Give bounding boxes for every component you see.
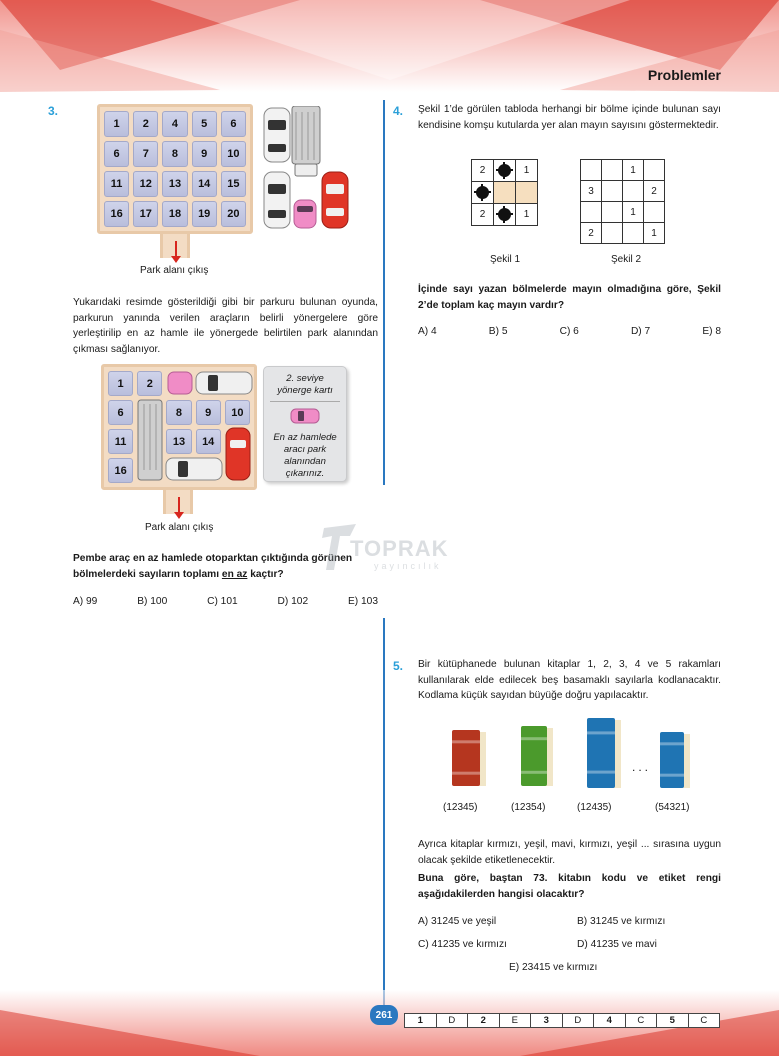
mine-grid-cell — [494, 160, 516, 182]
sekil-2-grid — [580, 159, 665, 244]
mine-grid-cell — [602, 160, 623, 181]
option-b[interactable]: B) 31245 ve kırmızı — [577, 916, 666, 927]
parking-cell: 11 — [108, 429, 133, 454]
books-ellipsis: ... — [632, 760, 652, 774]
parking-cell: 9 — [192, 141, 217, 167]
exit-arrow-1 — [175, 241, 177, 257]
sekil-1-grid — [471, 159, 538, 226]
grid-2-vehicles — [108, 370, 253, 484]
answer-key-number: 4 — [594, 1014, 626, 1027]
column-divider-top — [383, 100, 385, 485]
mine-grid-cell: 1 — [623, 202, 644, 223]
red-car-vertical — [226, 428, 250, 480]
mine-grid-cell — [494, 204, 516, 226]
option-e[interactable]: E) 23415 ve kırmızı — [509, 962, 598, 973]
mine-grid-cell — [472, 182, 494, 204]
parking-cell: 10 — [221, 141, 246, 167]
answer-key-number: 2 — [468, 1014, 500, 1027]
parking-cell: 2 — [133, 111, 158, 137]
answer-key-number: 5 — [657, 1014, 689, 1027]
mine-grid-cell — [623, 181, 644, 202]
white-car-1 — [264, 108, 290, 162]
option-a[interactable]: A) 31245 ve yeşil — [418, 916, 497, 927]
card-title: 2. seviye yönerge kartı — [277, 373, 333, 396]
exit-arrow-2 — [178, 497, 180, 513]
mine-grid-cell — [581, 202, 602, 223]
card-text: En az hamlede aracı park alanından çıkarınız. — [273, 432, 337, 479]
mine-grid-cell — [644, 160, 665, 181]
parking-cell: 14 — [196, 429, 221, 454]
question-5-question: Buna göre, baştan 73. kitabın kodu ve etiket rengi aşağıdakilerden hangisi olacaktır? — [418, 873, 721, 900]
mine-icon — [498, 164, 511, 177]
option-b[interactable]: B) 5 — [488, 326, 508, 337]
mine-grid-cell: 2 — [581, 223, 602, 244]
option-c[interactable]: C) 41235 ve kırmızı — [418, 939, 507, 950]
answer-key-number: 3 — [531, 1014, 563, 1027]
parking-cell: 16 — [108, 458, 133, 483]
mine-grid-cell — [602, 223, 623, 244]
question-4-paragraph: Şekil 1’de görülen tabloda herhangi bir bölme içinde bulunan sayı kendisine komşu kutularda yer alan mayın sayısını göstermektedir. — [418, 104, 721, 131]
publisher-watermark — [320, 522, 449, 577]
page-title: Problemler — [647, 67, 721, 83]
mine-icon — [476, 186, 489, 199]
parking-cell: 6 — [104, 141, 129, 167]
answer-key-letter: E — [500, 1014, 532, 1027]
mine-grid-cell — [494, 182, 516, 204]
exit-label-2: Park alanı çıkış — [145, 522, 214, 533]
book-code-label: (54321) — [655, 802, 690, 813]
parking-cell: 8 — [162, 141, 187, 167]
parking-cell: 15 — [221, 171, 246, 197]
question-3-number: 3. — [48, 104, 59, 118]
answer-key-letter: D — [437, 1014, 469, 1027]
parking-cell: 17 — [133, 201, 158, 227]
parking-cell: 9 — [196, 400, 221, 425]
watermark-title: TOPRAK — [350, 536, 449, 561]
white-car-2 — [264, 172, 290, 228]
book-icon — [452, 730, 488, 788]
sekil-2-caption: Şekil 2 — [611, 254, 642, 265]
sekil-1-caption: Şekil 1 — [490, 254, 521, 265]
watermark-subtitle: yayıncılık — [374, 561, 442, 571]
book-code-label: (12435) — [577, 802, 612, 813]
parking-cell: 6 — [221, 111, 246, 137]
answer-key-number: 1 — [405, 1014, 437, 1027]
mine-grid-cell: 2 — [472, 160, 494, 182]
question-4-question: İçinde sayı yazan bölmelerde mayın olmadığına göre, Şekil 2’de toplam kaç mayın vardır? — [418, 284, 721, 311]
question-3-question: Pembe araç en az hamlede otoparktan çıktığında görünen bölmelerdeki sayıların toplamı en az kaçtır? — [73, 553, 353, 580]
option-c[interactable]: C) 101 — [207, 596, 238, 607]
book-icon — [587, 718, 623, 790]
book-code-label: (12345) — [443, 802, 478, 813]
answer-key-letter: C — [626, 1014, 658, 1027]
parking-cell: 12 — [133, 171, 158, 197]
pink-car-icon — [290, 408, 320, 424]
option-e[interactable]: E) 103 — [347, 596, 378, 607]
option-a[interactable]: A) 99 — [73, 596, 98, 607]
answer-key-letter: D — [563, 1014, 595, 1027]
parking-cell: 13 — [162, 171, 187, 197]
mine-grid-cell — [623, 223, 644, 244]
mine-grid-cell — [602, 181, 623, 202]
parking-cell: 19 — [192, 201, 217, 227]
parking-grid-1 — [97, 104, 253, 234]
parking-cell: 8 — [166, 400, 191, 425]
question-4-number: 4. — [393, 104, 404, 118]
option-d[interactable]: D) 41235 ve mavi — [577, 939, 657, 950]
mine-grid-cell: 3 — [581, 181, 602, 202]
mine-grid-cell: 2 — [644, 181, 665, 202]
parking-cell: 7 — [133, 141, 158, 167]
question-4-options — [418, 326, 721, 337]
parking-cell: 4 — [162, 111, 187, 137]
pink-car-target — [168, 372, 192, 394]
instruction-card — [263, 366, 347, 482]
parking-cell: 1 — [108, 371, 133, 396]
option-c[interactable]: C) 6 — [559, 326, 579, 337]
mine-grid-cell — [516, 182, 538, 204]
mine-grid-cell: 2 — [472, 204, 494, 226]
option-a[interactable]: A) 4 — [418, 326, 437, 337]
question-5-number: 5. — [393, 659, 404, 673]
book-code-label: (12354) — [511, 802, 546, 813]
exit-label-1: Park alanı çıkış — [140, 265, 209, 276]
answer-key — [404, 1013, 720, 1028]
mine-grid-cell: 1 — [516, 204, 538, 226]
parking-cell: 10 — [225, 400, 250, 425]
vehicles-group — [262, 106, 352, 232]
mine-icon — [498, 208, 511, 221]
parking-cell: 6 — [108, 400, 133, 425]
book-icon — [521, 726, 555, 788]
mine-grid-cell: 1 — [644, 223, 665, 244]
red-car — [322, 172, 348, 228]
option-e[interactable]: E) 8 — [702, 326, 721, 337]
question-3-options — [73, 596, 378, 607]
mine-grid-cell — [644, 202, 665, 223]
parking-cell: 13 — [166, 429, 191, 454]
option-d[interactable]: D) 7 — [630, 326, 651, 337]
column-divider-bottom — [383, 618, 385, 1010]
parking-cell: 14 — [192, 171, 217, 197]
book-icon — [660, 732, 692, 790]
option-b[interactable]: B) 100 — [137, 596, 168, 607]
parking-cell: 1 — [104, 111, 129, 137]
page-number: 261 — [370, 1005, 398, 1025]
white-car-horizontal-bottom — [166, 458, 222, 480]
answer-key-letter: C — [700, 1015, 708, 1026]
question-3-paragraph: Yukarıdaki resimde gösterildiği gibi bir parkuru bulunan oyunda, parkurun yanında verilen araçların belirli yönergelere göre yerleştirilip en az hamle ile yönergede belirtilen park alanından çıkması sağlanıyor. — [73, 297, 378, 355]
parking-cell: 2 — [137, 371, 162, 396]
parking-cell: 16 — [104, 201, 129, 227]
question-5-paragraph-2: Ayrıca kitaplar kırmızı, yeşil, mavi, kırmızı, yeşil ... sırasına uygun olacak şekilde etiketlenecektir. — [418, 839, 721, 866]
parking-cell: 11 — [104, 171, 129, 197]
parking-cell: 5 — [192, 111, 217, 137]
parking-cell: 20 — [221, 201, 246, 227]
white-car-horizontal-top — [196, 372, 252, 394]
option-d[interactable]: D) 102 — [277, 596, 309, 607]
mine-grid-cell: 1 — [623, 160, 644, 181]
pink-car — [294, 200, 316, 228]
mine-grid-cell — [581, 160, 602, 181]
gray-truck-vertical — [138, 400, 162, 480]
mine-grid-cell — [602, 202, 623, 223]
gray-truck — [292, 106, 320, 176]
mine-grid-cell: 1 — [516, 160, 538, 182]
question-5-paragraph: Bir kütüphanede bulunan kitaplar 1, 2, 3, 4 ve 5 rakamları kullanılarak elde edilecek beş basamaklı sayılarla kodlanacaktır. Kodlama küçük sayıdan büyüğe doğru yapılacaktır. — [418, 659, 721, 702]
parking-cell: 18 — [162, 201, 187, 227]
